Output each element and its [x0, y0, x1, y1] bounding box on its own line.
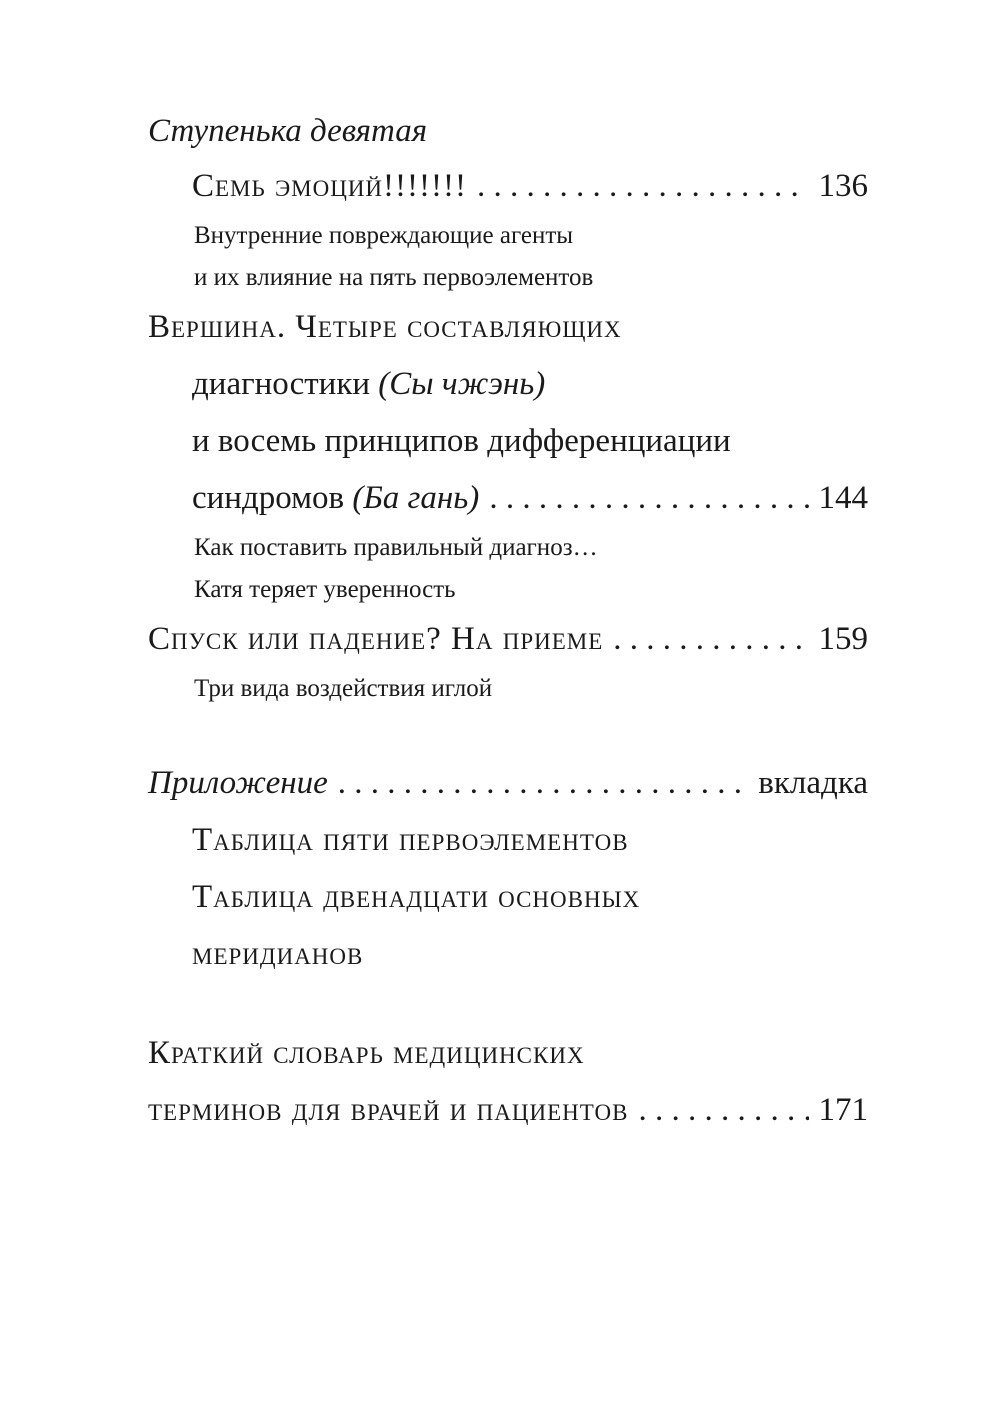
toc-entry-summit-line: и восемь принципов дифференциации — [192, 423, 731, 459]
chapter-title-part: синдромов — [192, 480, 353, 516]
section-heading-appendix: Приложение — [148, 765, 328, 801]
page-number: вкладка — [758, 765, 868, 801]
spacer — [148, 710, 868, 755]
chapter-title-italic: (Сы чжэнь) — [378, 366, 546, 402]
page-number: 159 — [818, 621, 868, 657]
chapter-title: терминов для врачей и пациентов — [148, 1092, 629, 1128]
toc-entry-summit-line — [148, 299, 868, 356]
page-number: 171 — [818, 1092, 868, 1128]
chapter-title: Спуск или падение? На приеме — [148, 621, 604, 657]
page-number: 144 — [818, 480, 868, 516]
chapter-title: Вершина. Четыре составляющих — [148, 309, 622, 345]
toc-entry-descent[interactable] — [148, 611, 868, 668]
subtopic-line: Катя теряет уверенность — [194, 576, 456, 603]
spacer — [148, 983, 868, 1025]
dot-leader — [638, 1082, 808, 1139]
chapter-title-italic: (Ба гань) — [352, 480, 480, 516]
dot-leader — [613, 611, 808, 668]
subtopic-line: Как поставить правильный диагноз… — [194, 534, 598, 561]
toc-entry-seven-emotions[interactable] — [148, 158, 868, 215]
dot-leader — [338, 755, 749, 812]
chapter-title: Семь эмоций!!!!!!! — [192, 168, 467, 204]
page-number: 136 — [818, 168, 868, 204]
appendix-item: меридианов — [192, 936, 364, 972]
dot-leader — [489, 470, 808, 527]
subtopic-line: и их влияние на пять первоэлементов — [194, 264, 594, 291]
toc-entry-summit-line — [148, 356, 868, 413]
appendix-item: Таблица двенадцати основных — [192, 879, 641, 915]
chapter-title-part: диагностики — [192, 366, 379, 402]
toc-entry-appendix[interactable] — [148, 755, 868, 812]
table-of-contents — [148, 105, 868, 1139]
toc-entry-summit[interactable] — [148, 470, 868, 527]
appendix-item: Таблица пяти первоэлементов — [192, 822, 629, 858]
subtopic-line: Внутренние повреждающие агенты — [194, 222, 574, 249]
toc-entry-glossary[interactable] — [148, 1082, 868, 1139]
subtopic-line: Три вида воздействия иглой — [194, 675, 493, 702]
toc-entry-glossary-line: Краткий словарь медицинских — [148, 1035, 585, 1071]
dot-leader — [477, 158, 809, 215]
section-heading-step-nine: Ступенька девятая — [148, 113, 428, 149]
